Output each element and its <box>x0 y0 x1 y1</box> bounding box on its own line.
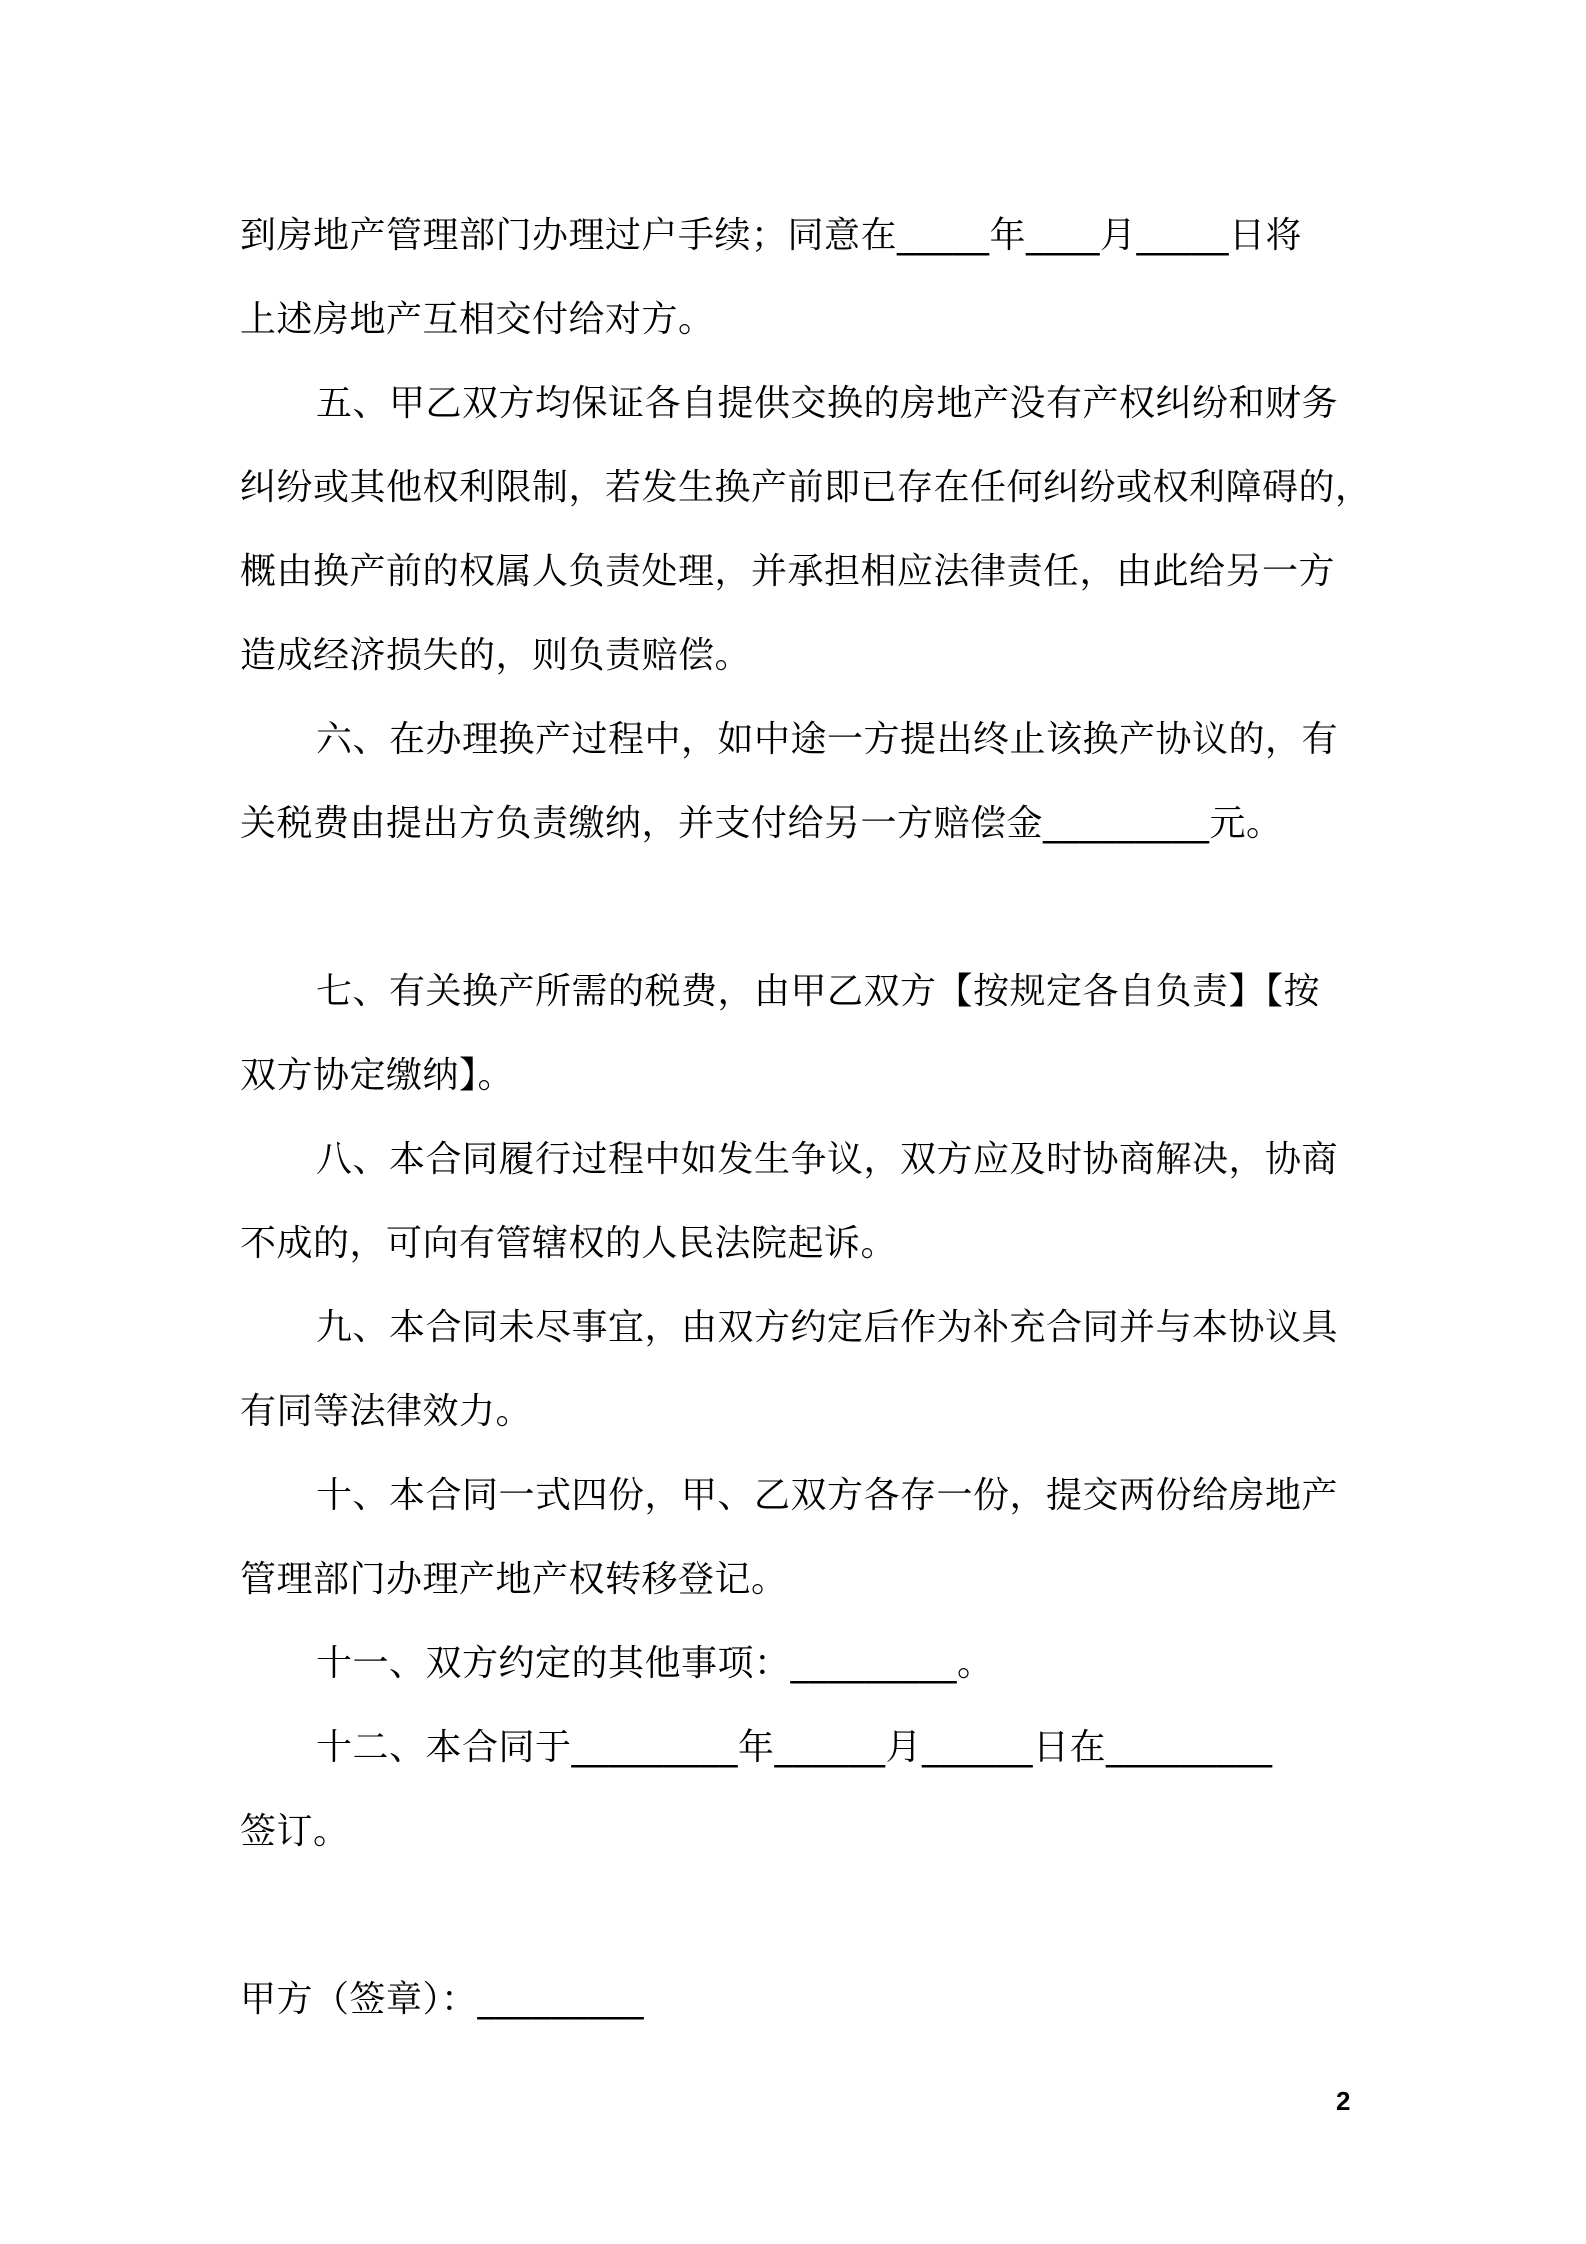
paragraph-gap <box>240 866 1360 950</box>
clause-6-line-1: 六、在办理换产过程中，如中途一方提出终止该换产协议的，有 <box>316 719 1339 760</box>
clause-8-line-1: 八、本合同履行过程中如发生争议，双方应及时协商解决，协商 <box>316 1139 1339 1180</box>
clause-12-line-2: 签订。 <box>240 1811 350 1852</box>
clause-10-line-1: 十、本合同一式四份，甲、乙双方各存一份，提交两份给房地产 <box>316 1475 1339 1516</box>
clause-5-line-2: 纠纷或其他权利限制，若发生换产前即已存在任何纠纷或权利障碍的， <box>240 467 1372 508</box>
clause-6-line-2: 关税费由提出方负责缴纳，并支付给另一方赔偿金_________元。 <box>240 803 1283 844</box>
clause-5-line-1: 五、甲乙双方均保证各自提供交换的房地产没有产权纠纷和财务 <box>316 383 1339 424</box>
clause-9-line-2: 有同等法律效力。 <box>240 1391 533 1432</box>
clause-12-line-1: 十二、本合同于_________年______月______日在_________ <box>316 1727 1273 1768</box>
party-a-signature-line: 甲方（签章）：_________ <box>240 1979 645 2020</box>
clause-5-line-3: 概由换产前的权属人负责处理，并承担相应法律责任，由此给另一方 <box>240 551 1336 592</box>
clause-7-line-2: 双方协定缴纳】。 <box>240 1055 515 1096</box>
clause-10-line-2: 管理部门办理产地产权转移登记。 <box>240 1559 788 1600</box>
clause-9-line-1: 九、本合同未尽事宜，由双方约定后作为补充合同并与本协议具 <box>316 1307 1339 1348</box>
clause-11-line: 十一、双方约定的其他事项：_________。 <box>316 1643 994 1684</box>
clause-8-line-2: 不成的，可向有管辖权的人民法院起诉。 <box>240 1223 898 1264</box>
clause-7-line-1: 七、有关换产所需的税费，由甲乙双方【按规定各自负责】【按 <box>316 971 1321 1012</box>
page-number: 2 <box>1336 2086 1351 2116</box>
contract-body <box>240 194 1372 2042</box>
clause-4-continuation-line-2: 上述房地产互相交付给对方。 <box>240 299 715 340</box>
clause-4-continuation-line-1: 到房地产管理部门办理过户手续；同意在_____年____月_____日将 <box>240 215 1303 256</box>
clause-5-line-4: 造成经济损失的，则负责赔偿。 <box>240 635 752 676</box>
